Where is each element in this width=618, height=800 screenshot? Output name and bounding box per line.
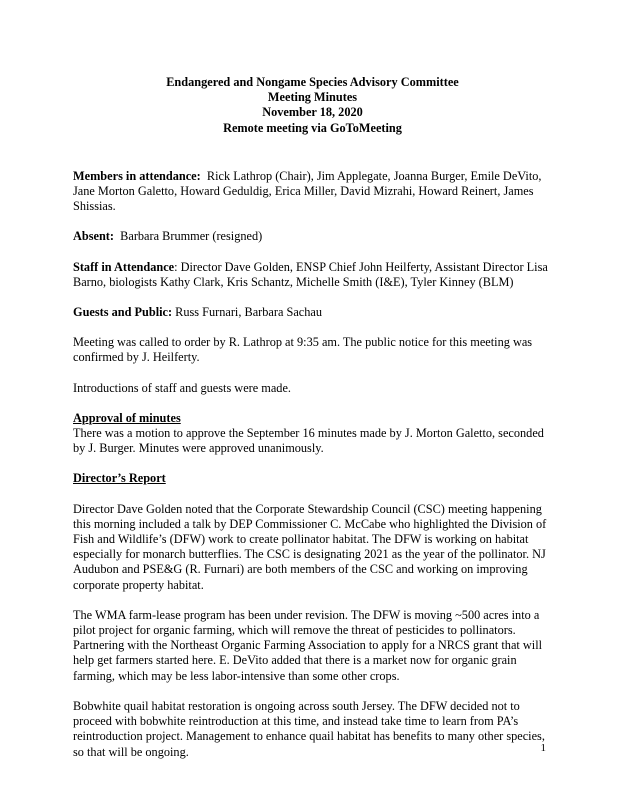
call-to-order-paragraph: Meeting was called to order by R. Lathrop at 9:35 am. The public notice for this meeting was confirmed by J. Heilferty. bbox=[73, 335, 533, 365]
staff-label: Staff in Attendance bbox=[73, 259, 175, 274]
meeting-date: November 18, 2020 bbox=[262, 105, 363, 120]
staff-paragraph bbox=[73, 260, 552, 290]
absent-text: Barbara Brummer (resigned) bbox=[120, 229, 263, 244]
absent-label: Absent: bbox=[73, 229, 114, 244]
staff-text: : Director Dave Golden, ENSP Chief John Heilferty, Assistant Director Lisa Barno, biologists Kathy Clark, Kris Schantz, Michelle Smith (I&E), Tyler Kinney (BLM) bbox=[73, 259, 548, 289]
absent-paragraph bbox=[73, 229, 552, 244]
document-header bbox=[73, 75, 552, 136]
directors-report-heading-text: Director’s Report bbox=[73, 471, 166, 486]
approval-heading bbox=[73, 411, 552, 426]
guests-label: Guests and Public: bbox=[73, 305, 173, 320]
guests-paragraph bbox=[73, 305, 552, 320]
attendance-paragraph bbox=[73, 169, 552, 215]
document-type: Meeting Minutes bbox=[267, 90, 358, 105]
directors-report-paragraph: Bobwhite quail habitat restoration is ongoing across south Jersey. The DFW decided not to proceed with bobwhite reintroduction at this time, and instead take time to learn from PA’s reintroduction project. Management to enhance quail habitat has benefits to many other species, so that will be ongoing. bbox=[73, 698, 545, 759]
approval-heading-text: Approval of minutes bbox=[73, 410, 181, 425]
approval-paragraph: There was a motion to approve the September 16 minutes made by J. Morton Galetto, seconded by J. Burger. Minutes were approved unanimously. bbox=[73, 426, 544, 456]
introductions-paragraph: Introductions of staff and guests were made. bbox=[73, 380, 291, 395]
attendance-label: Members in attendance: bbox=[73, 168, 201, 183]
attendance-text: Rick Lathrop (Chair), Jim Applegate, Joanna Burger, Emile DeVito, Jane Morton Galetto, Howard Geduldig, Erica Miller, David Mizrahi, Howard Reinert, James Shissias. bbox=[73, 168, 542, 214]
page-number: 1 bbox=[540, 742, 546, 754]
directors-report-paragraph: Director Dave Golden noted that the Corporate Stewardship Council (CSC) meeting happening this morning included a talk by DEP Commissioner C. McCabe who highlighted the Division of Fish and Wildlife’s (DFW) work to create pollinator habitat. The DFW is working on habitat especially for monarch butterflies. The CSC is designating 2021 as the year of the pollinator. NJ Audubon and PSE&G (R. Furnari) are both members of the CSC and working on improving corporate property habitat. bbox=[73, 501, 547, 592]
meeting-location: Remote meeting via GoToMeeting bbox=[223, 120, 402, 135]
directors-report-paragraph: The WMA farm-lease program has been under revision. The DFW is moving ~500 acres into a pilot project for organic farming, which will remove the threat of pesticides to pollinators. Partnering with the Northeast Organic Farming Association to apply for a NRCS grant that will help get farmers started here. E. DeVito added that there is a market now for organic grain farming, which may be less labor-intensive than some other crops. bbox=[73, 607, 543, 683]
directors-report-heading bbox=[73, 471, 552, 486]
committee-title: Endangered and Nongame Species Advisory Committee bbox=[166, 75, 459, 89]
guests-text: Russ Furnari, Barbara Sachau bbox=[175, 305, 322, 320]
